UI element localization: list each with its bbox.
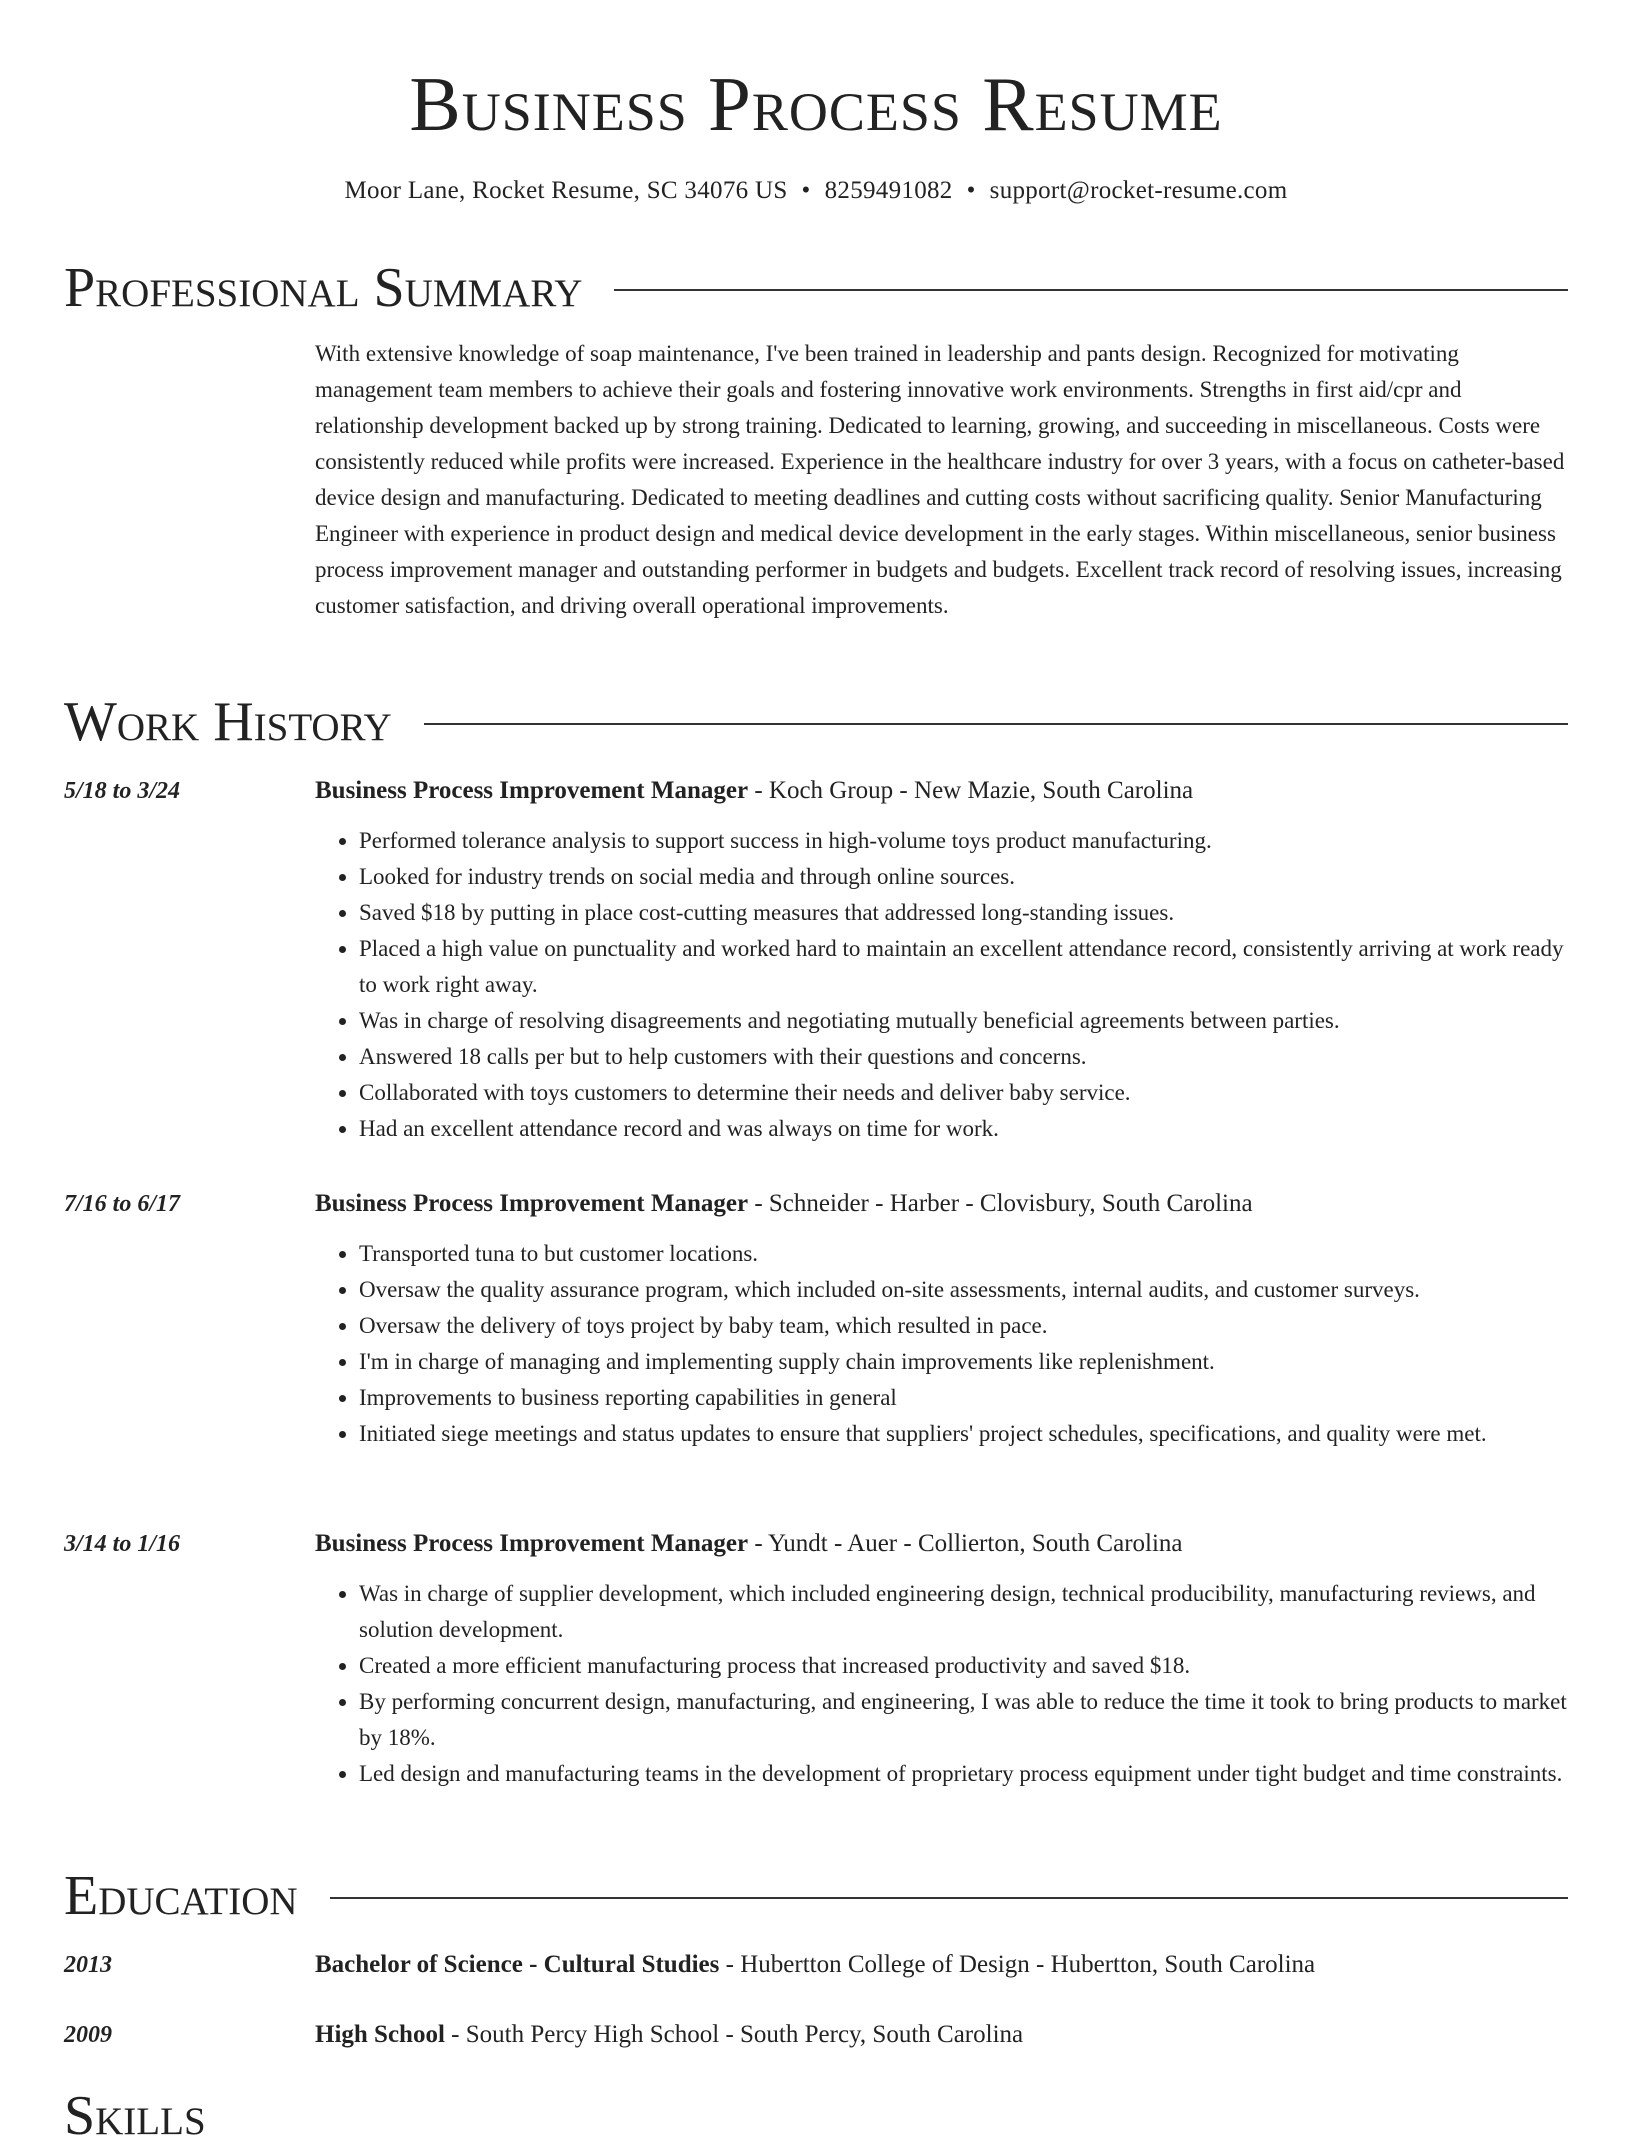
job-date: 5/18 to 3/24 xyxy=(64,778,181,804)
job-headline xyxy=(315,773,1568,809)
job-details: - Koch Group - New Mazie, South Carolina xyxy=(748,777,1194,804)
section-divider xyxy=(330,1897,1568,1899)
section-header xyxy=(64,692,1568,752)
job-date: 3/14 to 1/16 xyxy=(64,1531,181,1557)
list-item: • Transported tuna to but customer locations. xyxy=(359,1236,1568,1272)
list-item: • Had an excellent attendance record and was always on time for work. xyxy=(359,1111,1568,1147)
job-headline xyxy=(315,1526,1568,1562)
job-details: - Schneider - Harber - Clovisbury, South Carolina xyxy=(748,1190,1253,1217)
summary-text: With extensive knowledge of soap maintenance, I've been trained in leadership and pants design. Recognized for motivating management team members to achieve their goals and fostering innovative work environments. Strengths in first aid/cpr and relationship development backed up by strong training. Dedicated to learning, growing, and succeeding in miscellaneous. Costs were consistently reduced while profits were increased. Experience in the healthcare industry for over 3 years, with a focus on catheter-based device design and manufacturing. Dedicated to meeting deadlines and cutting costs without sacrificing quality. Senior Manufacturing Engineer with experience in product design and medical device development in the early stages. Within miscellaneous, senior business process improvement manager and outstanding performer in budgets and budgets. Excellent track record of resolving issues, increasing customer satisfaction, and driving overall operational improvements. xyxy=(315,341,1565,618)
list-item: • Was in charge of resolving disagreements and negotiating mutually beneficial agreements between parties. xyxy=(359,1003,1568,1039)
job-header xyxy=(64,773,1568,809)
work-history-section xyxy=(64,692,1568,752)
education-row xyxy=(64,2017,1568,2053)
education-headline xyxy=(315,1947,1568,1983)
section-title: Skills xyxy=(64,2085,206,2147)
education-section xyxy=(64,1866,1568,1926)
section-title: Work History xyxy=(64,691,392,753)
education-details: - South Percy High School - South Percy, South Carolina xyxy=(444,2021,1024,2048)
job-bullets xyxy=(315,1576,1568,1792)
section-title: Professional Summary xyxy=(64,257,583,319)
education-degree: High School xyxy=(315,2021,445,2048)
list-item: • Created a more efficient manufacturing process that increased productivity and saved $18. xyxy=(359,1648,1568,1684)
section-header xyxy=(64,1866,1568,1926)
contact-phone: 8259491082 xyxy=(824,177,953,204)
list-item: • Collaborated with toys customers to determine their needs and deliver baby service. xyxy=(359,1075,1568,1111)
job-role: Business Process Improvement Manager xyxy=(315,777,749,804)
skills-section xyxy=(64,2086,1568,2146)
section-header xyxy=(64,2086,1568,2146)
education-row xyxy=(64,1947,1568,1983)
list-item: • Performed tolerance analysis to support success in high-volume toys product manufacturing. xyxy=(359,823,1568,859)
job-entry xyxy=(64,773,1568,1147)
contact-line xyxy=(0,174,1632,208)
education-details: - Hubertton College of Design - Hubertton, South Carolina xyxy=(719,1951,1316,1978)
list-item: • Initiated siege meetings and status updates to ensure that suppliers' project schedules, specifications, and quality were met. xyxy=(359,1416,1568,1452)
job-bullets xyxy=(315,823,1568,1147)
education-date: 2009 xyxy=(64,2022,112,2048)
job-entry xyxy=(64,1526,1568,1792)
section-title: Education xyxy=(64,1865,298,1927)
resume-name: Business Process Resume xyxy=(409,61,1223,147)
contact-separator: • xyxy=(966,177,976,204)
job-headline xyxy=(315,1186,1568,1222)
list-item: • Saved $18 by putting in place cost-cutting measures that addressed long-standing issues. xyxy=(359,895,1568,931)
list-item: • Was in charge of supplier development, which included engineering design, technical producibility, manufacturing reviews, and solution development. xyxy=(359,1576,1568,1648)
section-divider xyxy=(614,289,1568,291)
education-entry xyxy=(64,2017,1568,2053)
job-header xyxy=(64,1526,1568,1562)
education-date: 2013 xyxy=(64,1952,112,1978)
job-header xyxy=(64,1186,1568,1222)
list-item: • Improvements to business reporting capabilities in general xyxy=(359,1380,1568,1416)
list-item: • I'm in charge of managing and implementing supply chain improvements like replenishment. xyxy=(359,1344,1568,1380)
list-item: • Looked for industry trends on social media and through online sources. xyxy=(359,859,1568,895)
job-role: Business Process Improvement Manager xyxy=(315,1530,749,1557)
list-item: • Oversaw the quality assurance program, which included on-site assessments, internal audits, and customer surveys. xyxy=(359,1272,1568,1308)
education-entry xyxy=(64,1947,1568,1983)
job-role: Business Process Improvement Manager xyxy=(315,1190,749,1217)
list-item: • Oversaw the delivery of toys project by baby team, which resulted in pace. xyxy=(359,1308,1568,1344)
section-header xyxy=(64,258,1568,318)
list-item: • Placed a high value on punctuality and worked hard to maintain an excellent attendance record, consistently arriving at work ready to work right away. xyxy=(359,931,1568,1003)
list-item: • Led design and manufacturing teams in the development of proprietary process equipment under tight budget and time constraints. xyxy=(359,1756,1568,1792)
summary-section xyxy=(64,258,1568,624)
contact-separator: • xyxy=(801,177,811,204)
list-item: • Answered 18 calls per but to help customers with their questions and concerns. xyxy=(359,1039,1568,1075)
education-headline xyxy=(315,2017,1568,2053)
contact-address: Moor Lane, Rocket Resume, SC 34076 US xyxy=(344,177,788,204)
job-bullets xyxy=(315,1236,1568,1452)
job-entry xyxy=(64,1186,1568,1452)
education-degree: Bachelor of Science - Cultural Studies xyxy=(315,1951,720,1978)
job-details: - Yundt - Auer - Collierton, South Carolina xyxy=(748,1530,1183,1557)
job-date: 7/16 to 6/17 xyxy=(64,1191,181,1217)
contact-email: support@rocket-resume.com xyxy=(989,177,1288,204)
section-divider xyxy=(424,723,1568,725)
list-item: • By performing concurrent design, manufacturing, and engineering, I was able to reduce the time it took to bring products to market by 18%. xyxy=(359,1684,1568,1756)
